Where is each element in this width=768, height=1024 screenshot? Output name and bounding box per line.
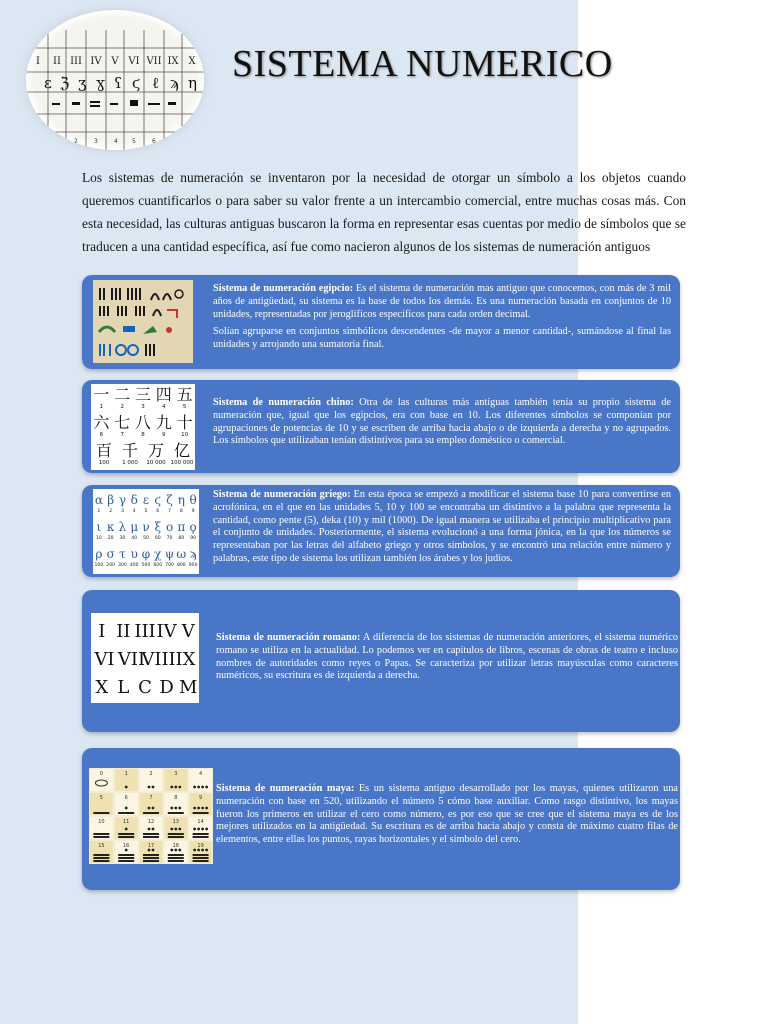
greek-value: 90 [190,536,197,541]
card-romano-heading: Sistema de numeración romano: [216,632,361,643]
greek-letter: η [177,493,185,507]
greek-letter: ν [142,520,150,534]
maya-dot [205,807,208,810]
greek-value: 50 [143,536,149,541]
header-numeral: V [111,56,119,67]
chinese-glyph: 二 [114,385,131,404]
card-maya [82,748,680,890]
greek-value: 40 [131,536,138,541]
greek-value: 2 [109,509,113,514]
maya-dot [170,828,173,831]
greek-value: 9 [191,509,195,514]
intro-paragraph: Los sistemas de numeración se inventaron por la necesidad de otorgar un símbolo a los objetos cuando queremos cuantificarlos o para saber su valor frente a un intercambio comercial, entre muchas cosas más. Con esta necesidad, las culturas antiguas buscaron la forma en representar esas cuentas por medio de símbolos que se traducen a una cantidad específica, así fue como nacieron algunos de los sistemas de numeración antiguos [82,170,686,254]
chinese-glyph: 八 [134,413,152,432]
maya-dot [125,807,128,810]
svg-text:4: 4 [114,138,118,145]
maya-number-label: 8 [174,795,178,801]
egyptian-numerals-image [93,280,193,363]
maya-number-label: 18 [172,843,179,849]
card-egipcio-heading: Sistema de numeración egipcio: [213,283,354,294]
card-egipcio [82,275,680,369]
greek-letter: ϛ [154,493,162,507]
maya-dot [174,786,177,789]
chinese-glyph: 十 [176,413,193,432]
svg-text:2: 2 [74,138,78,145]
maya-bar [118,857,134,859]
header-numeral: VI [128,56,140,67]
greek-letter: γ [118,493,127,507]
card-chino [82,380,680,473]
roman-numeral: IX [175,649,196,670]
maya-dot [178,849,181,852]
maya-number-label: 12 [147,819,155,825]
maya-dot [174,849,177,852]
chinese-value: 10 000 [146,460,166,466]
greek-value: 70 [166,536,173,541]
greek-value: 100 [94,563,104,568]
maya-dot [197,828,200,831]
chinese-glyph: 六 [93,413,110,432]
roman-numeral: VIII [141,649,176,670]
greek-letter: π [177,520,186,534]
header-numeral: II [53,56,61,67]
maya-dot [148,807,151,810]
header-numeral: IX [167,56,179,67]
roman-numeral: V [181,621,195,642]
maya-bar [93,857,109,859]
maya-bar [168,836,184,838]
greek-letter: ι [96,520,102,534]
greek-letter: β [107,493,115,507]
greek-value: 400 [129,563,139,568]
greek-value: 1 [97,509,101,514]
maya-dot [197,849,200,852]
maya-bar [118,833,134,835]
greek-letter: δ [130,493,138,507]
maya-dot [201,849,204,852]
card-chino-text [213,397,671,448]
svg-text:3: 3 [94,138,98,145]
maya-bar [118,836,134,838]
maya-dot [201,828,204,831]
greek-value: 60 [154,536,161,541]
header-numeral: I [36,56,40,67]
maya-bar [193,860,209,862]
greek-letter: θ [189,493,197,507]
maya-dot [174,807,177,810]
greek-letter: τ [119,547,126,561]
chinese-glyph: 九 [155,413,172,432]
greek-value: 30 [119,536,126,541]
chinese-value: 9 [162,432,166,438]
chinese-value: 2 [120,404,124,410]
maya-dot [174,828,177,831]
card-griego [82,485,680,577]
maya-number-label: 1 [124,771,128,777]
maya-bar [143,836,159,838]
maya-dot [201,786,204,789]
chinese-glyph: 四 [155,385,172,404]
roman-numeral: IV [156,621,177,642]
maya-dot [125,786,128,789]
roman-numeral: VI [94,649,115,670]
maya-bar [93,860,109,862]
maya-dot [197,807,200,810]
svg-text:η: η [188,74,197,92]
chinese-value: 7 [120,432,124,438]
maya-dot [178,786,181,789]
maya-bar [168,854,184,856]
card-romano [82,590,680,732]
maya-dot [152,807,155,810]
greek-letter: ϡ [189,547,197,561]
maya-bar [143,812,159,814]
svg-text:ʕ: ʕ [114,74,123,92]
maya-dot [148,786,151,789]
maya-number-label: 16 [123,843,130,849]
maya-bar [193,857,209,859]
chinese-value: 6 [99,432,104,438]
chinese-value: 100 000 [170,460,194,466]
roman-numeral: I [98,621,106,642]
maya-dot [152,828,155,831]
chinese-glyph: 七 [114,413,131,432]
maya-dot [170,807,173,810]
maya-number-label: 11 [123,819,130,825]
greek-letter: υ [130,547,138,561]
chinese-value: 100 [98,460,110,466]
maya-dot [205,786,208,789]
maya-dot [205,828,208,831]
card-chino-body: Otra de las culturas más antiguas también tenía su propio sistema de numeración que, igual que los egipcios, era con base en 10. Los diferentes símbolos se componían por agrupaciones de potencias de 10 y se escriben de arriba hacia abajo o de izquierda a derecha y no agrupados. Los símbolos que utilizaban tenían distintivos para su empleo doméstico o comercial. [213,397,671,447]
maya-dot [178,828,181,831]
chinese-glyph: 三 [134,385,152,404]
greek-numerals-image [93,489,199,574]
greek-value: 200 [106,563,116,568]
chinese-glyph: 千 [121,441,139,460]
greek-value: 800 [176,563,186,568]
maya-dot [170,849,173,852]
maya-number-label: 4 [199,771,203,777]
roman-numerals-image [91,613,199,703]
maya-bar [93,833,109,835]
greek-letter: ε [142,493,150,507]
chinese-value: 3 [141,404,145,410]
roman-numeral: L [117,677,130,698]
greek-letter: φ [141,547,151,561]
svg-text:5: 5 [132,138,136,145]
chinese-glyph: 五 [176,385,193,404]
card-egipcio-text [213,283,671,352]
maya-bar [93,812,109,814]
maya-bar [93,854,109,856]
header-numeral: VII [146,56,162,67]
maya-dot [197,786,200,789]
maya-bar [193,854,209,856]
chinese-value: 4 [162,404,166,410]
maya-bar [168,860,184,862]
roman-numeral: X [95,677,109,698]
greek-value: 8 [179,509,183,514]
greek-letter: σ [106,547,115,561]
card-romano-text [216,632,678,683]
card-egipcio-body: Es el sistema de numeración mas antiguo que conocemos, con más de 3 mil años de antigüedad, su sistema es la base de todos los demás. Es una numeración basada en conjuntos de 10 unidades, representadas por jeroglíficos específicos para cada orden decimal. [213,283,672,320]
maya-number-label: 14 [197,819,204,825]
maya-dot [148,849,151,852]
greek-letter: μ [130,520,139,534]
greek-letter: χ [154,547,162,561]
chinese-numerals-image [91,384,195,470]
card-maya-body: Es un sistema antiguo desarrollado por los mayas, quienes utilizaron una numeración con base en 520, utilizando el número 5 cómo base auxiliar. Como rasgo distintivo, los mayas fueron los primeros en utilizar el cero como número, es por eso que se cree que el sistema maya es de los mejores utilizados en la antigüedad. Su escritura es de arriba hacia abajo y consta de máximo cuatro filas de elementos, entre ellas los puntos, rayas horizontales y el símbolo del cero. [216,783,678,846]
greek-value: 500 [141,563,151,568]
card-griego-heading: Sistema de numeración griego: [213,489,351,500]
greek-letter: λ [118,520,127,534]
maya-bar [143,857,159,859]
maya-dot [193,828,196,831]
chinese-glyph: 亿 [173,441,191,460]
card-griego-text [213,489,671,566]
maya-bar [193,833,209,835]
chinese-glyph: 百 [95,441,113,460]
chinese-value: 1 [99,404,104,410]
maya-number-label: 2 [149,771,153,777]
greek-value: 80 [178,536,185,541]
greek-letter: ω [176,547,187,561]
greek-letter: ο [165,520,174,534]
greek-value: 700 [165,563,174,568]
chinese-value: 5 [182,404,187,410]
maya-dot [152,786,155,789]
header-numeral: IV [90,56,102,67]
maya-dot [193,807,196,810]
maya-number-label: 0 [99,771,103,777]
maya-bar [93,836,109,838]
greek-value: 4 [132,509,136,514]
greek-value: 3 [120,509,124,514]
chinese-value: 1 000 [122,460,138,466]
greek-letter: ρ [95,547,103,561]
header-numeral: X [188,56,196,67]
greek-letter: ξ [154,520,162,534]
greek-letter: ϙ [189,520,197,534]
maya-dot [170,786,173,789]
chinese-value: 8 [141,432,145,438]
greek-letter: ζ [166,493,173,507]
greek-value: 300 [118,563,127,568]
maya-bar [193,812,209,814]
roman-numeral: C [138,677,152,698]
card-romano-body: A diferencia de los sistemas de numeración anteriores, el sistema numérico romano se utiliza en la actualidad. Lo podemos ver en capítulos de libros, escenas de obras de teatro e incluso nombres de autoridades como reyes o Papas. Se caracteriza por utilizar letras mayúsculas como caracteres numéricos, su escritura es de izquierda a derecha. [216,632,679,682]
maya-dot [193,786,196,789]
maya-number-label: 13 [172,819,179,825]
svg-text:ɣ: ɣ [96,74,105,92]
svg-text:ε: ε [44,74,52,92]
greek-letter: α [94,493,103,507]
maya-number-label: 17 [147,843,155,849]
roman-numeral: III [134,621,156,642]
greek-value: 7 [168,509,172,514]
maya-dot [205,849,208,852]
greek-letter: κ [106,520,115,534]
chinese-glyph: 一 [93,385,110,404]
maya-dot [201,807,204,810]
header-numeral: III [70,56,82,67]
card-maya-text [216,783,678,847]
maya-bar [118,812,134,814]
maya-number-label: 10 [98,819,105,825]
maya-bar [143,860,159,862]
chinese-glyph: 万 [147,441,165,460]
roman-numeral: II [116,621,131,642]
maya-bar [118,854,134,856]
maya-bar [143,833,159,835]
maya-numerals-image [89,768,213,864]
card-egipcio-body-2: Solían agruparse en conjuntos simbólicos descendentes -de mayor a menor cantidad-, sumándose al final las unidades y arrojando una sumatoria final. [213,326,671,351]
card-chino-heading: Sistema de numeración chino: [213,397,354,408]
roman-numeral: VII [117,649,146,670]
maya-dot [148,828,151,831]
maya-bar [168,812,184,814]
greek-value: 6 [156,509,160,514]
maya-dot [125,849,128,852]
svg-text:ϛ: ϛ [132,74,141,92]
greek-value: 600 [153,563,163,568]
svg-text:ʒ: ʒ [78,74,87,92]
roman-numeral: M [178,677,198,698]
greek-value: 10 [95,536,102,541]
greek-letter: ψ [164,547,175,561]
svg-text:ℓ: ℓ [152,74,160,92]
card-maya-heading: Sistema de numeración maya: [216,783,355,794]
svg-text:6: 6 [152,138,156,145]
chinese-value: 10 [181,432,189,438]
maya-bar [193,836,209,838]
greek-value: 20 [107,536,114,541]
maya-number-label: 9 [199,795,203,801]
maya-bar [143,854,159,856]
greek-value: 900 [188,563,198,568]
maya-number-label: 15 [98,843,105,849]
maya-number-label: 6 [124,795,128,801]
numerals-table-illustration [26,10,204,150]
roman-numeral: D [159,677,174,698]
svg-text:ϡ: ϡ [170,74,179,92]
maya-dot [125,828,128,831]
greek-value: 5 [144,509,148,514]
maya-dot [152,849,155,852]
maya-bar [168,857,184,859]
maya-number-label: 3 [174,771,178,777]
maya-number-label: 19 [197,843,204,849]
maya-number-label: 7 [149,795,153,801]
maya-bar [118,860,134,862]
maya-bar [168,833,184,835]
card-griego-body: En esta época se empezó a modificar el sistema base 10 para convertirse en acrofónica, en el que en las unidades 5, 10 y 100 se encontraba un distintivo a la palabra que representa la cantidad, como pente (5), deka (10) y mil (1000). De igual manera se utilizaba el principio multiplicativo para el conjunto de unidades. Posteriormente, el sistema evolucionó a una forma jónica, en la que los números se representaban por las letras del alfabeto griego y otros símbolos, y se encontró una relación entre número y palabras, este tipo de sistema los utilizan también los árabes y los judíos. [213,489,671,564]
maya-dot [178,807,181,810]
header-numerals-image [26,10,204,150]
maya-dot [193,849,196,852]
svg-text:ℨ: ℨ [60,74,70,92]
page-title: SISTEMA NUMERICO [232,43,613,85]
maya-number-label: 5 [99,795,103,801]
